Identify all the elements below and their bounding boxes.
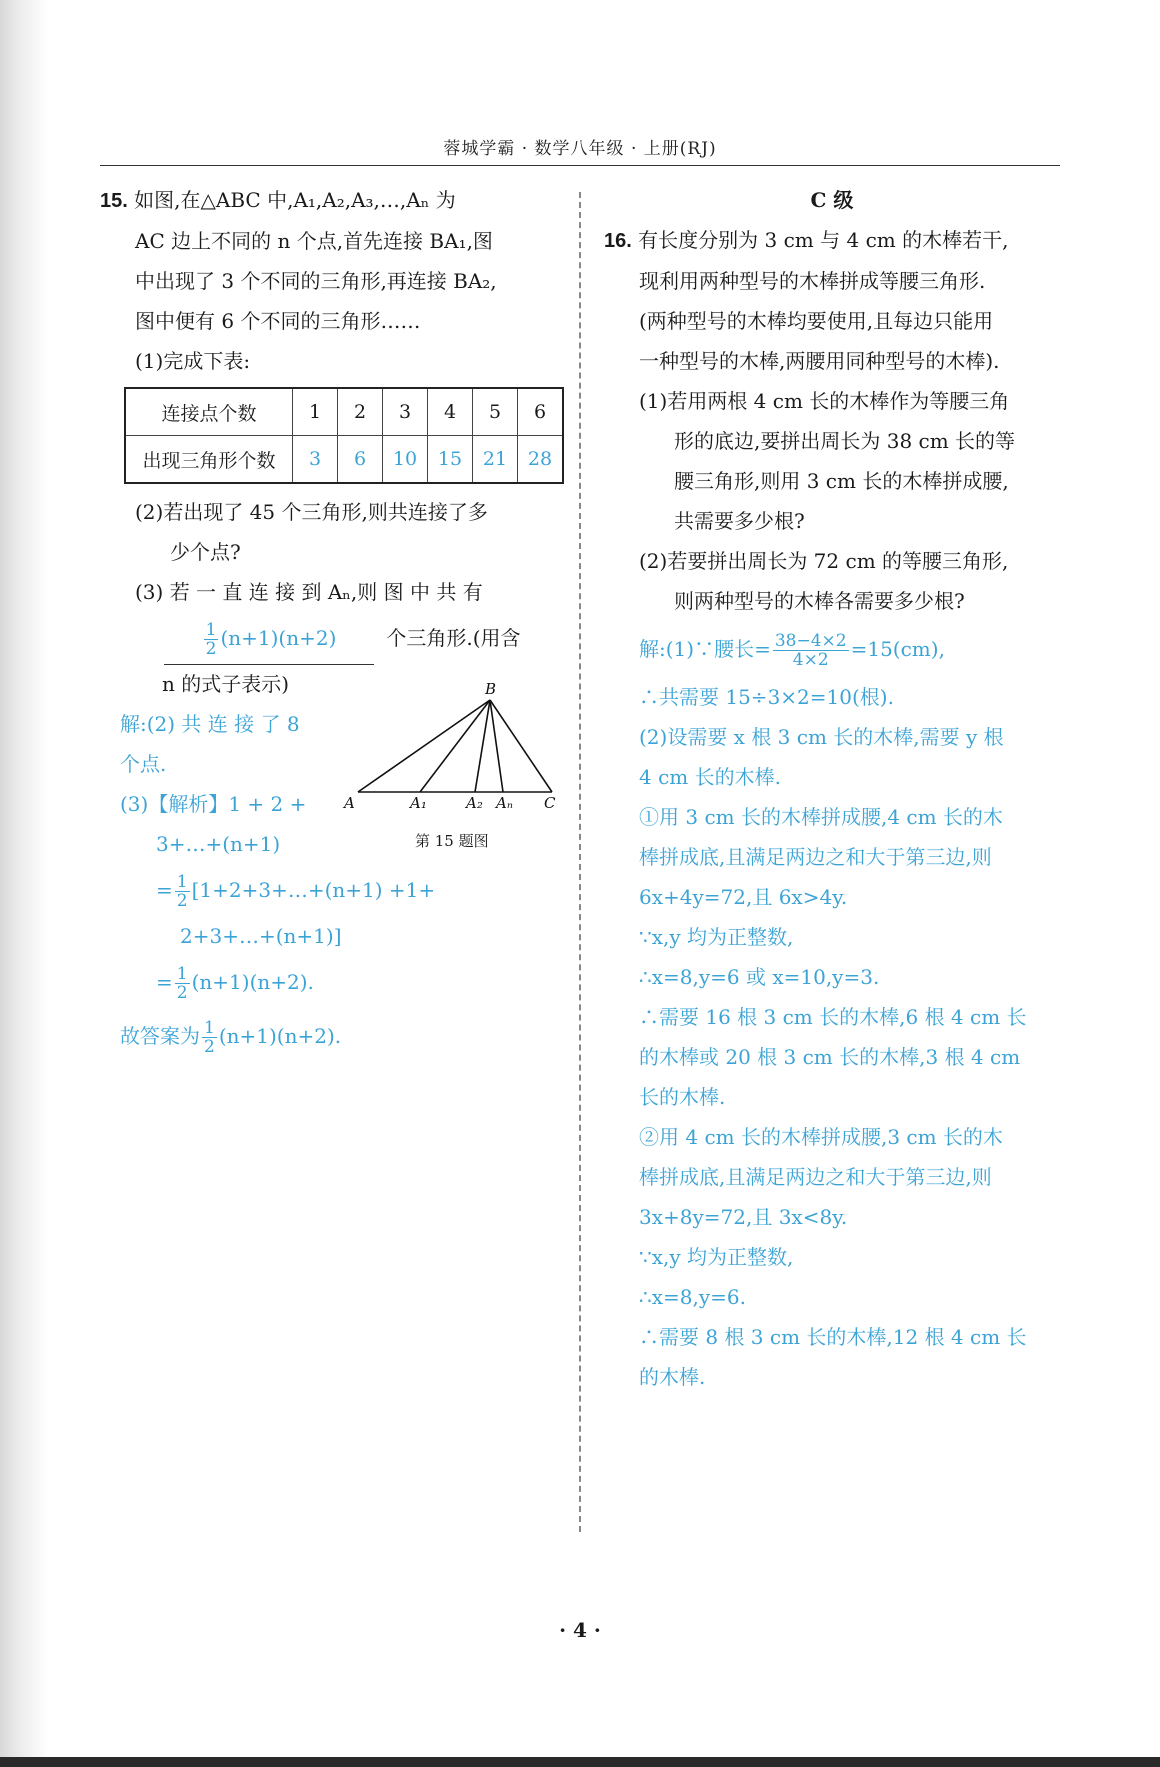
answer-line: ∴x=8,y=6 或 x=10,y=3. [639,965,880,989]
table-cell: 2 [338,388,383,436]
figure-caption: 第 15 题图 [415,832,489,850]
waist-length-fraction [773,632,849,669]
answer-line: ∵x,y 均为正整数, [639,925,794,949]
q15-part1: (1)完成下表: [135,349,251,373]
label-an: Aₙ [496,794,513,812]
q15-answer-blank [164,612,374,665]
answer-line: ②用 4 cm 长的木棒拼成腰,3 cm 长的木 [639,1125,1003,1149]
q16-text-1: 有长度分别为 3 cm 与 4 cm 的木棒若干, [638,228,1009,252]
q15-line-2: AC 边上不同的 n 个点,首先连接 BA₁,图 [135,229,493,253]
table-answer-cell: 15 [428,436,473,484]
label-b: B [485,680,497,698]
table-answer-cell: 28 [518,436,564,484]
answer-line: = $\frac{1}{2}$ [1+2+3+…+(n+1) +1+ [156,872,436,911]
label-c: C [544,794,556,812]
grade-heading: C 级 [810,188,854,212]
side-ab [358,700,490,792]
q15-line-3: 中出现了 3 个不同的三角形,再连接 BA₂, [135,269,497,293]
answer-line: 个点. [120,752,167,776]
table-cell: 1 [293,388,338,436]
answer-line: 长的木棒. [639,1085,726,1109]
q16-line-1 [604,220,1060,261]
answer-line: ∵x,y 均为正整数, [639,1245,794,1269]
q16-number: 16. [604,230,632,252]
answer-line [604,621,1060,677]
table-answer-cell: 21 [473,436,518,484]
fraction-half: $\frac{1}{2}$ [176,964,188,1003]
table-row2-label: 出现三角形个数 [125,436,293,484]
segment-ba1 [420,700,490,792]
segment-ban [490,700,503,792]
q15-part3-line1: (3) 若 一 直 连 接 到 Aₙ,则 图 中 共 有 [135,580,483,604]
q15-part2-line1: (2)若出现了 45 个三角形,则共连接了多 [135,500,488,524]
answer-text: 故答案为 [120,1024,200,1048]
answer-line: ∴需要 16 根 3 cm 长的木棒,6 根 4 cm 长 [639,1005,1027,1029]
page-header: 蓉城学霸 · 数学八年级 · 上册(RJ) [443,139,717,159]
answer-line: ∴x=8,y=6. [639,1285,746,1309]
column-divider [579,192,581,1532]
q16-part1-line2: 形的底边,要拼出周长为 38 cm 长的等 [674,429,1016,453]
q15-part2-line2: 少个点? [170,540,241,564]
answer-line: 2+3+…+(n+1)] [180,924,342,948]
q16-part2-line2: 则两种型号的木棒各需要多少根? [674,589,965,613]
table-answer-cell: 3 [293,436,338,484]
q15-table [124,387,564,484]
bottom-bar [0,1757,1160,1767]
label-a2: A₂ [466,794,483,812]
q15-part3-line3: n 的式子表示) [162,672,290,696]
answer-line: 解:(2) 共 连 接 了 8 [120,712,300,736]
q15-part3-blank-line [100,612,566,664]
table-row1-label: 连接点个数 [125,388,293,436]
answer-line: 6x+4y=72,且 6x>4y. [639,885,848,909]
q16-line-3: (两种型号的木棒均要使用,且每边只能用 [639,309,994,333]
answer-line: 4 cm 长的木棒. [639,765,781,789]
answer-text: =15(cm), [850,637,945,661]
answer-line: 棒拼成底,且满足两边之和大于第三边,则 [639,845,992,869]
q16-part1-line1: (1)若用两根 4 cm 长的木棒作为等腰三角 [639,389,1010,413]
table-answer-cell: 6 [338,436,383,484]
q15-number: 15. [100,190,128,212]
segment-ba2 [475,700,490,792]
q16-part2-line1: (2)若要拼出周长为 72 cm 的等腰三角形, [639,549,1009,573]
answer-text: 解:(1)∵腰长= [639,637,771,661]
question-15 [100,180,566,1064]
table-cell: 3 [383,388,428,436]
q16-answer [604,621,1060,1397]
answer-text: [1+2+3+…+(n+1) +1+ [191,878,436,902]
label-a: A [344,794,355,812]
page-number: · 4 · [559,1618,601,1642]
answer-text: (n+1)(n+2). [218,1024,342,1048]
fraction-half: $\frac{1}{2}$ [204,1018,215,1057]
q16-part1-line4: 共需要多少根? [674,509,805,533]
blank-expression: (n+1)(n+2) [220,626,337,650]
answer-line: 的木棒. [639,1365,706,1389]
table-row [125,388,563,436]
page-edge-shadow [0,0,48,1767]
table-answer-cell: 10 [383,436,428,484]
answer-line: 3+…+(n+1) [156,832,281,856]
answer-line: ①用 3 cm 长的木棒拼成腰,4 cm 长的木 [639,805,1003,829]
answer-line: 3x+8y=72,且 3x<8y. [639,1205,848,1229]
table-row [125,436,563,484]
answer-line [100,1008,566,1064]
side-bc [490,700,552,792]
table-cell: 6 [518,388,564,436]
answer-line: ∴需要 8 根 3 cm 长的木棒,12 根 4 cm 长 [639,1325,1027,1349]
answer-line: 棒拼成底,且满足两边之和大于第三边,则 [639,1165,992,1189]
table-cell: 4 [428,388,473,436]
question-16 [604,180,1060,1397]
fraction-numerator: 38−4×2 [774,631,847,651]
q16-line-4: 一种型号的木棒,两腰用同种型号的木棒). [639,349,1000,373]
q16-part1-line3: 腰三角形,则用 3 cm 长的木棒拼成腰, [674,469,1009,493]
answer-line: ∴共需要 15÷3×2=10(根). [639,685,894,709]
answer-line: (3)【解析】1 + 2 + [120,792,307,816]
answer-text: (n+1)(n+2). [191,970,314,994]
q15-part3-after: 个三角形.(用含 [386,626,521,650]
fraction-half: $\frac{1}{2}$ [205,620,217,659]
answer-line: 的木棒或 20 根 3 cm 长的木棒,3 根 4 cm [639,1045,1021,1069]
q15-line-4: 图中便有 6 个不同的三角形…… [135,309,421,333]
answer-line: (2)设需要 x 根 3 cm 长的木棒,需要 y 根 [639,725,1004,749]
answer-line: = $\frac{1}{2}$ (n+1)(n+2). [156,964,314,1003]
q15-line-1 [100,180,566,221]
q16-line-2: 现利用两种型号的木棒拼成等腰三角形. [639,269,986,293]
table-cell: 5 [473,388,518,436]
label-a1: A₁ [410,794,427,812]
header-rule [100,165,1060,166]
fraction-half: $\frac{1}{2}$ [176,872,188,911]
fraction-denominator: 4×2 [792,650,829,670]
q15-text-1: 如图,在△ABC 中,A₁,A₂,A₃,…,Aₙ 为 [134,188,456,212]
